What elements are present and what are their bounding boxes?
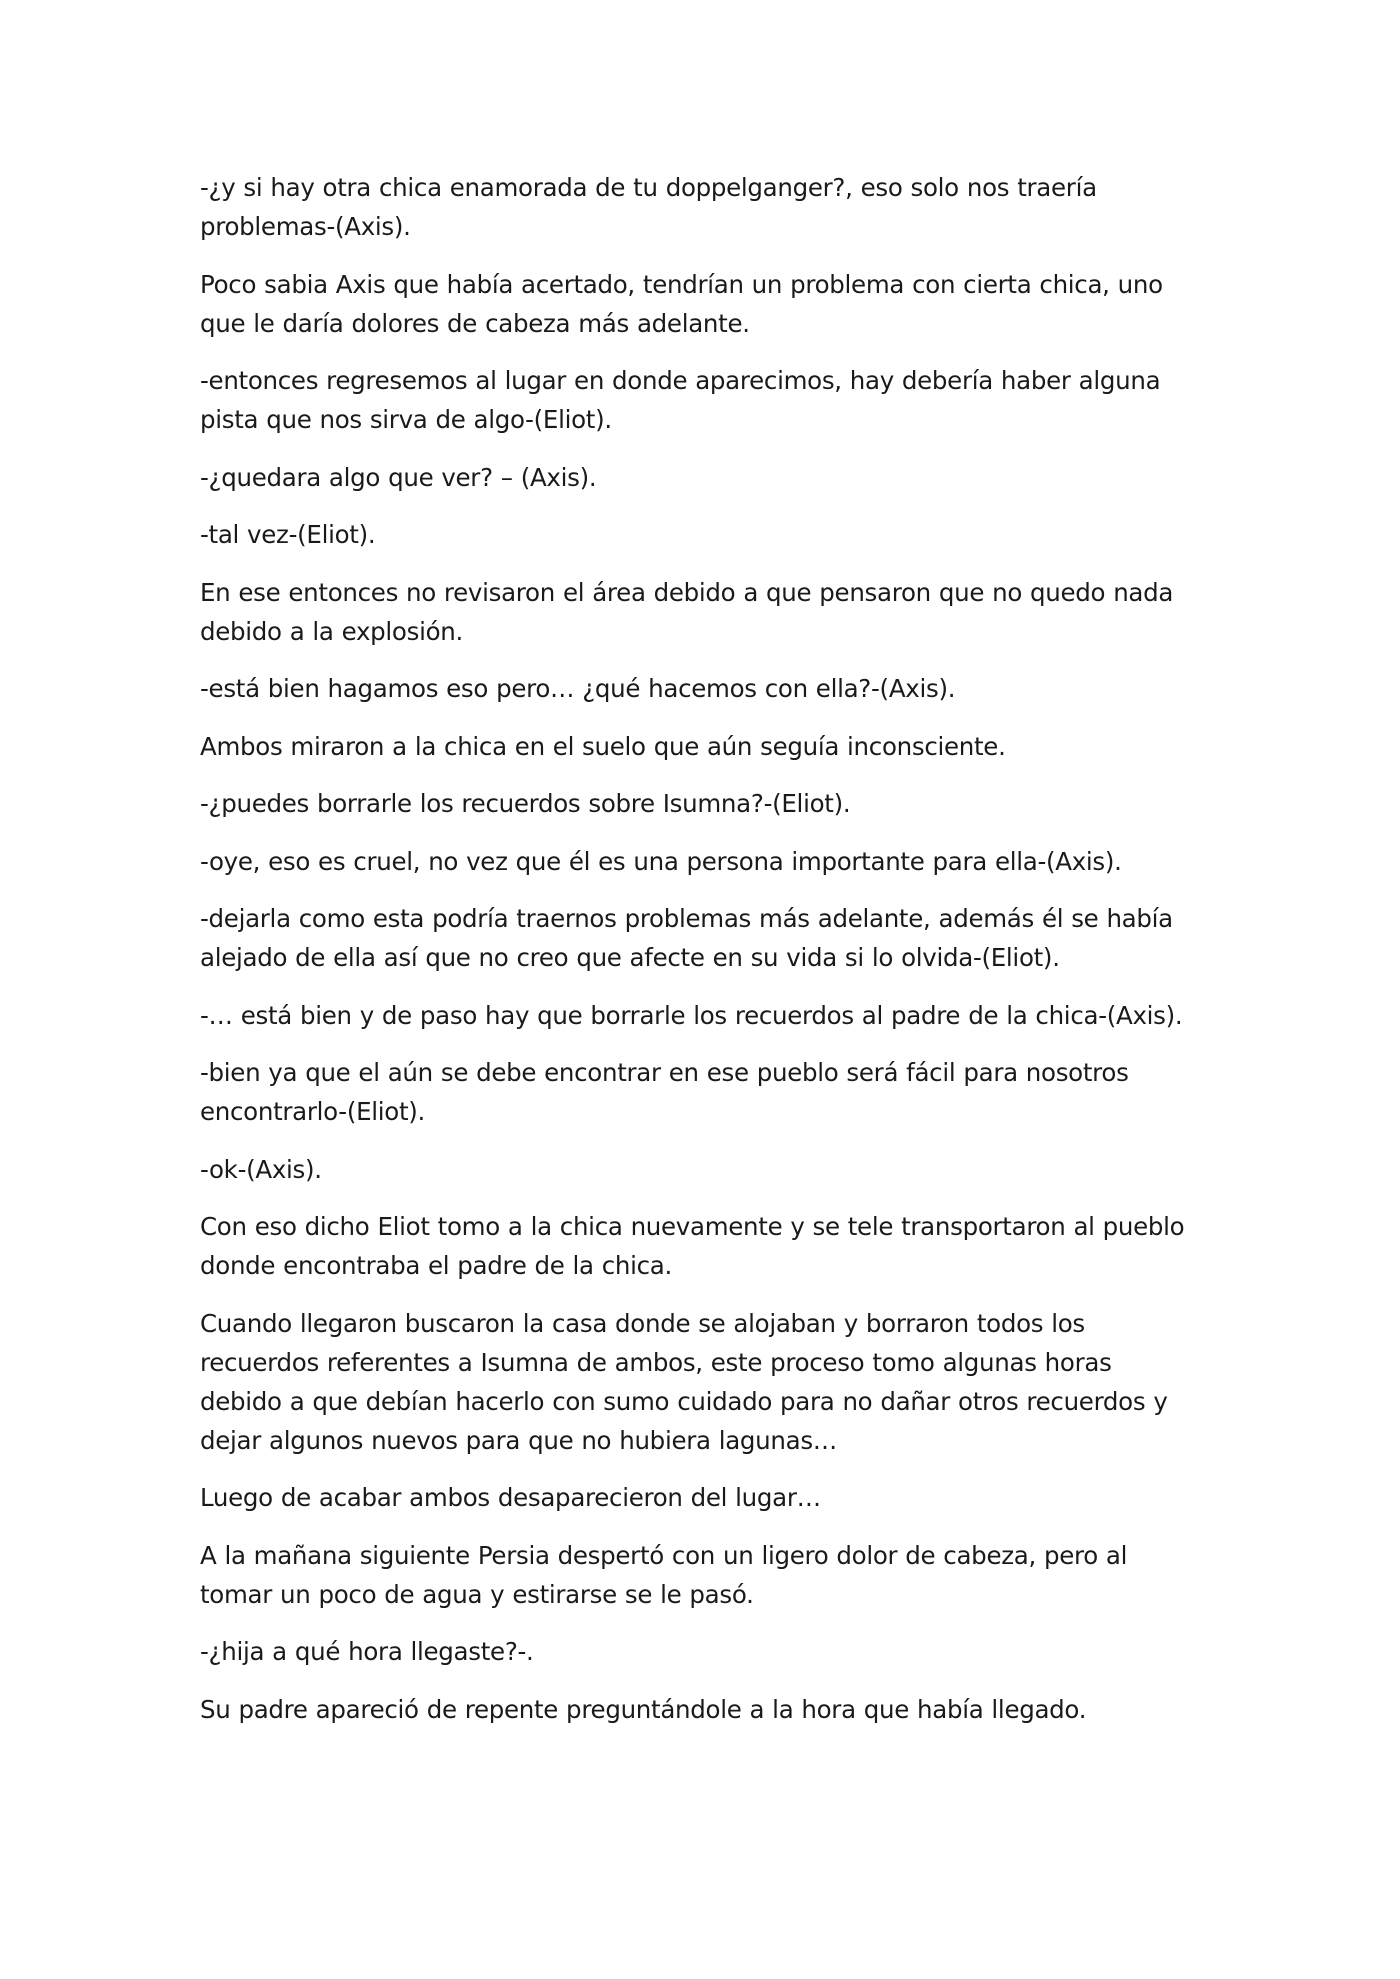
paragraph: -entonces regresemos al lugar en donde aparecimos, hay debería haber alguna pista que nos sirva de algo-(Eliot). — [200, 366, 1161, 434]
paragraph: -dejarla como esta podría traernos problemas más adelante, además él se había alejado de ella así que no creo que afecte en su vida si lo olvida-(Eliot). — [200, 904, 1173, 972]
paragraph: -está bien hagamos eso pero… ¿qué hacemos con ella?-(Axis). — [200, 674, 956, 703]
paragraph: A la mañana siguiente Persia despertó con un ligero dolor de cabeza, pero al tomar un poco de agua y estirarse se le pasó. — [200, 1540, 1128, 1609]
document-body — [200, 168, 1200, 1747]
paragraph: Luego de acabar ambos desaparecieron del lugar… — [200, 1483, 821, 1512]
paragraph: Poco sabia Axis que había acertado, tendrían un problema con cierta chica, uno que le daría dolores de cabeza más adelante. — [200, 269, 1163, 338]
paragraph: Con eso dicho Eliot tomo a la chica nuevamente y se tele transportaron al pueblo donde encontraba el padre de la chica. — [200, 1212, 1185, 1280]
paragraph: -¿y si hay otra chica enamorada de tu doppelganger?, eso solo nos traería problemas-(Axis). — [200, 173, 1097, 241]
paragraph: -tal vez-(Eliot). — [200, 520, 376, 549]
paragraph: -… está bien y de paso hay que borrarle los recuerdos al padre de la chica-(Axis). — [200, 1000, 1183, 1030]
paragraph: En ese entonces no revisaron el área debido a que pensaron que no quedo nada debido a la explosión. — [200, 577, 1174, 646]
paragraph: Cuando llegaron buscaron la casa donde se alojaban y borraron todos los recuerdos referentes a Isumna de ambos, este proceso tomo algunas horas debido a que debían hacerlo con sumo cuidado para no dañar otros recuerdos y dejar algunos nuevos para que no hubiera lagunas… — [200, 1308, 1168, 1455]
paragraph: -¿puedes borrarle los recuerdos sobre Isumna?-(Eliot). — [200, 789, 851, 818]
paragraph: -oye, eso es cruel, no vez que él es una persona importante para ella-(Axis). — [200, 846, 1122, 876]
paragraph: -¿hija a qué hora llegaste?-. — [200, 1637, 534, 1666]
paragraph: -¿quedara algo que ver? – (Axis). — [200, 462, 597, 492]
paragraph: -bien ya que el aún se debe encontrar en ese pueblo será fácil para nosotros encontrarlo-(Eliot). — [200, 1058, 1129, 1126]
paragraph: Ambos miraron a la chica en el suelo que aún seguía inconsciente. — [200, 731, 1006, 761]
paragraph: Su padre apareció de repente preguntándole a la hora que había llegado. — [200, 1694, 1087, 1724]
paragraph: -ok-(Axis). — [200, 1154, 322, 1184]
